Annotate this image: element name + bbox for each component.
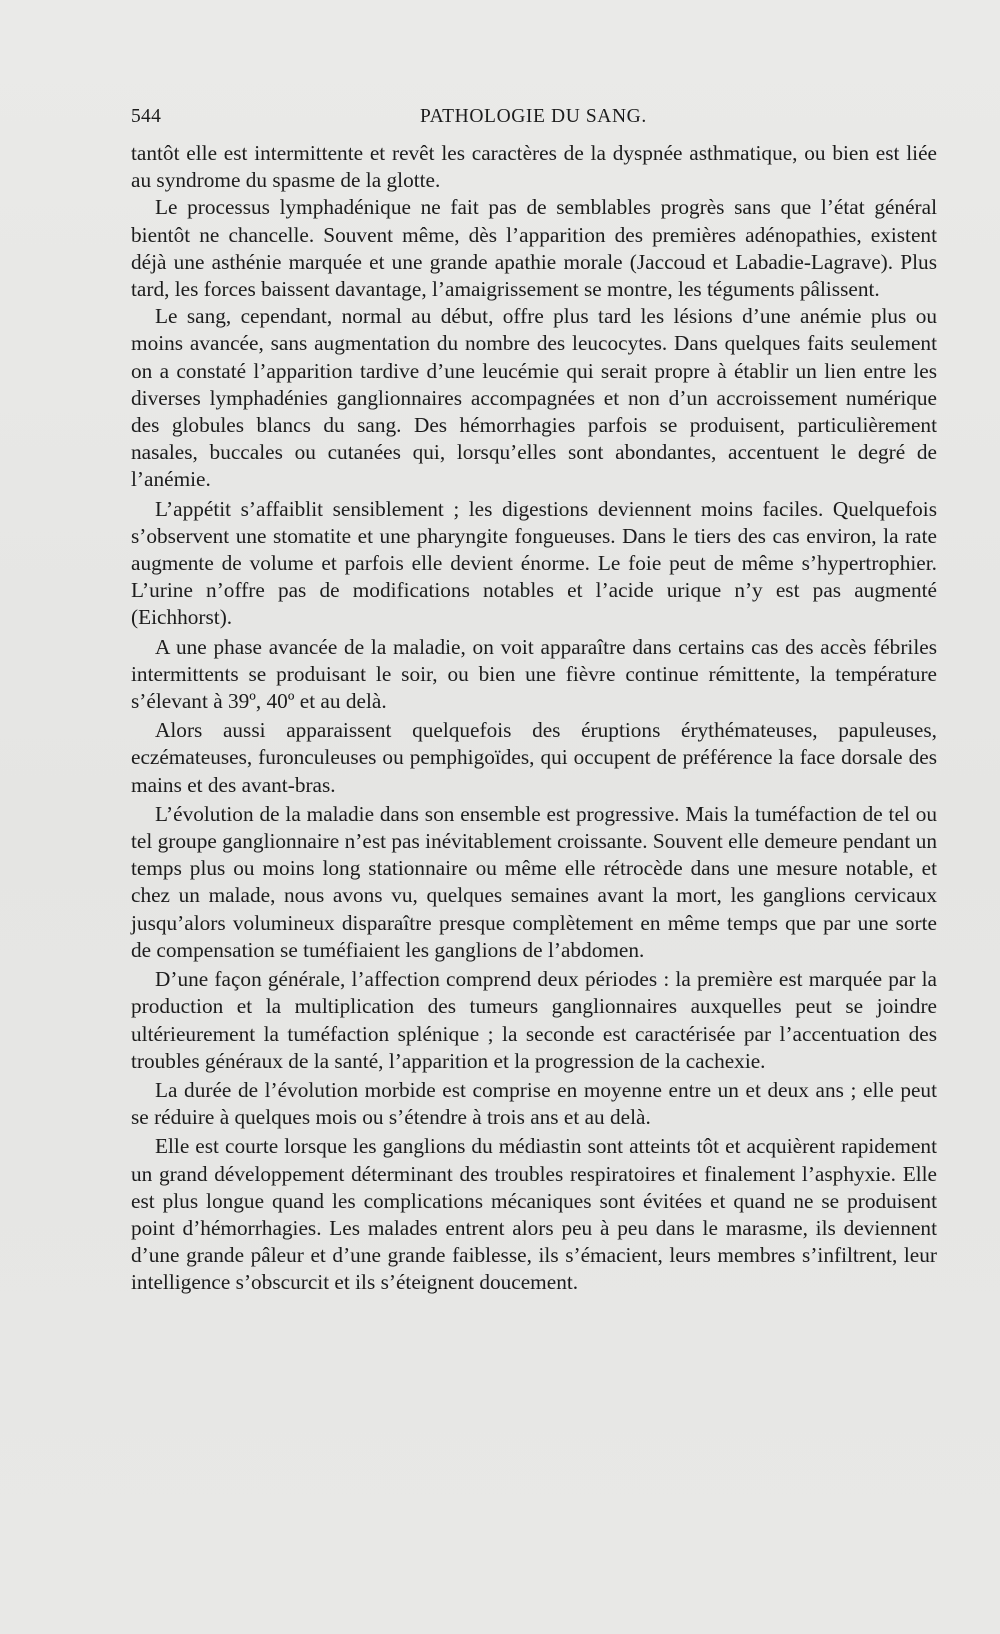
paragraph: Elle est courte lorsque les ganglions du médiastin sont atteints tôt et acquièrent rapidement un grand développement déterminant des troubles respiratoires et finalement l’asphyxie. Elle est plus longue quand les complications mécaniques sont évitées et quand ne se produisent point d’hémorrhagies. Les malades entrent alors peu à peu dans le marasme, ils deviennent d’une grande pâleur et d’une grande faiblesse, ils s’émacient, leurs membres s’infiltrent, leur intelligence s’obscurcit et ils s’éteignent doucement. xyxy=(131,1134,937,1295)
paragraph: tantôt elle est intermittente et revêt les caractères de la dyspnée asthmatique, ou bien est liée au syndrome du spasme de la glotte. xyxy=(131,141,937,193)
paragraph: La durée de l’évolution morbide est comprise en moyenne entre un et deux ans ; elle peut se réduire à quelques mois ou s’étendre à trois ans et au delà. xyxy=(131,1077,937,1130)
body-text xyxy=(131,140,937,1297)
paragraph: L’appétit s’affaiblit sensiblement ; les digestions deviennent moins faciles. Quelquefois s’observent une stomatite et une pharyngite fongueuses. Dans le tiers des cas environ, la rate augmente de volume et parfois elle devient énorme. Le foie peut de même s’hypertrophier. L’urine n’offre pas de modifications notables et l’acide urique n’y est pas augmenté (Eichhorst). xyxy=(131,496,937,630)
page-header xyxy=(131,106,931,132)
paragraph: Alors aussi apparaissent quelquefois des éruptions érythémateuses, papuleuses, eczémateuses, furonculeuses ou pemphigoïdes, qui occupent de préférence la face dorsale des mains et des avant-bras. xyxy=(131,718,937,797)
paragraph: Le processus lymphadénique ne fait pas de semblables progrès sans que l’état général bientôt ne chancelle. Souvent même, dès l’apparition des premières adénopathies, existent déjà une asthénie marquée et une grande apathie morale (Jaccoud et Labadie-Lagrave). Plus tard, les forces baissent davantage, l’amaigrissement se montre, les téguments pâlissent. xyxy=(131,195,937,302)
paragraph: Le sang, cependant, normal au début, offre plus tard les lésions d’une anémie plus ou moins avancée, sans augmentation du nombre des leucocytes. Dans quelques faits seulement on a constaté l’apparition tardive d’une leucémie qui serait propre à établir un lien entre les diverses lymphadénies ganglionnaires accompagnées et non d’un accroissement numérique des globules blancs du sang. Des hémorrhagies parfois se produisent, particulièrement nasales, buccales ou cutanées qui, lorsqu’elles sont abondantes, accentuent le degré de l’anémie. xyxy=(131,304,937,492)
paragraph: D’une façon générale, l’affection comprend deux périodes : la première est marquée par la production et la multiplication des tumeurs ganglionnaires auxquelles peut se joindre ultérieurement la tuméfaction splénique ; la seconde est caractérisée par l’accentuation des troubles généraux de la santé, l’apparition et la progression de la cachexie. xyxy=(131,967,937,1073)
running-head: PATHOLOGIE DU SANG. xyxy=(420,106,647,127)
page-number: 544 xyxy=(131,106,162,127)
paragraph: L’évolution de la maladie dans son ensemble est progressive. Mais la tuméfaction de tel ou tel groupe ganglionnaire n’est pas inévitablement croissante. Souvent elle demeure pendant un temps plus ou moins long stationnaire ou même elle rétrocède dans une mesure notable, et chez un malade, nous avons vu, quelques semaines avant la mort, les ganglions cervicaux jusqu’alors volumineux disparaître presque complètement en même temps que par une sorte de compensation se tuméfiaient les ganglions de l’abdomen. xyxy=(131,801,937,962)
paragraph: A une phase avancée de la maladie, on voit apparaître dans certains cas des accès fébriles intermittents se produisant le soir, ou bien une fièvre continue rémittente, la température s’élevant à 39º, 40º et au delà. xyxy=(131,634,937,714)
